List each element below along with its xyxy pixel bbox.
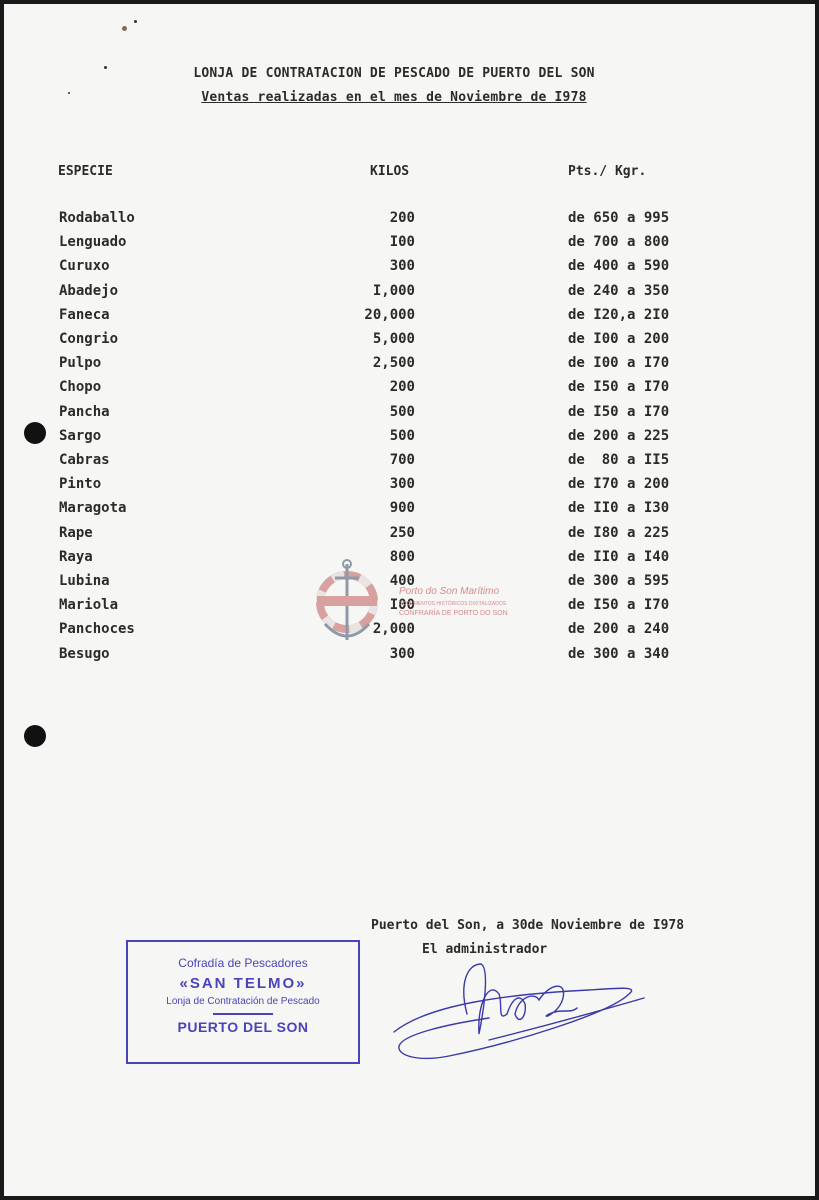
table-row bbox=[4, 646, 815, 670]
species-cell: Curuxo bbox=[59, 258, 110, 275]
kilos-cell: 500 bbox=[389, 427, 415, 444]
table-row bbox=[4, 258, 815, 282]
species-cell: Rodaballo bbox=[59, 210, 135, 226]
table-row bbox=[4, 452, 815, 476]
species-cell: Pancha bbox=[59, 403, 110, 420]
species-cell: Maragota bbox=[59, 500, 127, 517]
document-title: LONJA DE CONTRATACION DE PESCADO DE PUERTO DEL SON bbox=[193, 66, 595, 81]
kilos-cell: 2,000 bbox=[372, 621, 415, 638]
kilos-cell: 400 bbox=[389, 573, 415, 589]
table-row bbox=[4, 234, 815, 258]
price-cell: de 700 a 800 bbox=[568, 234, 670, 251]
kilos-cell: 5,000 bbox=[372, 331, 415, 347]
table-row bbox=[4, 428, 815, 452]
watermark-line-2: DOCUMENTOS HISTÓRICOS DIXITALIZADOS bbox=[399, 601, 507, 607]
stamp-line-1: Cofradía de Pescadores bbox=[178, 956, 308, 970]
column-header-price: Pts./ Kgr. bbox=[568, 164, 647, 179]
place-and-date: Puerto del Son, a 30de Noviembre de I978 bbox=[371, 918, 685, 933]
document-page bbox=[4, 4, 815, 1196]
price-cell: de 650 a 995 bbox=[568, 210, 670, 226]
kilos-cell: I,000 bbox=[372, 282, 415, 299]
price-cell: de I50 a I70 bbox=[568, 379, 670, 396]
price-cell: de 300 a 340 bbox=[568, 645, 670, 662]
watermark-line-1: Porto do Son Marítimo bbox=[399, 586, 500, 597]
table-row bbox=[4, 331, 815, 355]
handwritten-signature bbox=[389, 944, 649, 1074]
punch-hole bbox=[24, 422, 46, 444]
table-row bbox=[4, 379, 815, 403]
price-cell: de II0 a I40 bbox=[568, 548, 670, 565]
species-cell: Rape bbox=[59, 524, 93, 541]
stamp-divider bbox=[213, 1013, 273, 1015]
table-row bbox=[4, 283, 815, 307]
price-cell: de I00 a I70 bbox=[568, 355, 670, 372]
species-cell: Congrio bbox=[59, 331, 119, 347]
column-header-species: ESPECIE bbox=[58, 164, 113, 179]
species-cell: Lubina bbox=[59, 573, 110, 589]
kilos-cell: 800 bbox=[389, 548, 415, 565]
species-cell: Panchoces bbox=[59, 621, 135, 638]
price-cell: de 80 a II5 bbox=[568, 452, 670, 468]
species-cell: Pulpo bbox=[59, 355, 102, 372]
price-cell: de I50 a I70 bbox=[568, 597, 670, 614]
stamp-line-4: PUERTO DEL SON bbox=[177, 1019, 309, 1035]
kilos-cell: 2,500 bbox=[372, 355, 415, 372]
document-subtitle: Ventas realizadas en el mes de Noviembre de I978 bbox=[201, 90, 587, 105]
kilos-cell: 300 bbox=[389, 258, 415, 275]
price-cell: de 200 a 225 bbox=[568, 427, 670, 444]
kilos-cell: 20,000 bbox=[364, 306, 415, 323]
species-cell: Cabras bbox=[59, 452, 110, 468]
kilos-cell: 700 bbox=[389, 452, 415, 468]
species-cell: Besugo bbox=[59, 645, 110, 662]
paper-speck bbox=[122, 26, 127, 31]
price-cell: de I00 a 200 bbox=[568, 331, 670, 347]
table-row bbox=[4, 307, 815, 331]
paper-speck bbox=[134, 20, 137, 23]
watermark-line-3: CONFRARÍA DE PORTO DO SON bbox=[399, 610, 508, 617]
kilos-cell: 300 bbox=[389, 645, 415, 662]
kilos-cell: 500 bbox=[389, 403, 415, 420]
price-cell: de II0 a I30 bbox=[568, 500, 670, 517]
species-cell: Sargo bbox=[59, 427, 102, 444]
price-cell: de 400 a 590 bbox=[568, 258, 670, 275]
punch-hole bbox=[24, 725, 46, 747]
table-row bbox=[4, 355, 815, 379]
kilos-cell: 900 bbox=[389, 500, 415, 517]
kilos-cell: 250 bbox=[389, 524, 415, 541]
kilos-cell: 300 bbox=[389, 476, 415, 493]
table-row bbox=[4, 210, 815, 234]
table-row bbox=[4, 500, 815, 524]
table-row bbox=[4, 476, 815, 500]
official-stamp bbox=[126, 940, 360, 1064]
species-cell: Faneca bbox=[59, 306, 110, 323]
price-cell: de 240 a 350 bbox=[568, 282, 670, 299]
stamp-line-2: «SAN TELMO» bbox=[179, 975, 307, 992]
price-cell: de I50 a I70 bbox=[568, 403, 670, 420]
anchor-lifebuoy-icon bbox=[311, 556, 391, 648]
price-cell: de 300 a 595 bbox=[568, 573, 670, 589]
stamp-line-3: Lonja de Contratación de Pescado bbox=[166, 996, 320, 1007]
species-cell: Chopo bbox=[59, 379, 102, 396]
kilos-cell: 200 bbox=[389, 210, 415, 226]
table-row bbox=[4, 404, 815, 428]
price-cell: de I80 a 225 bbox=[568, 524, 670, 541]
kilos-cell: 200 bbox=[389, 379, 415, 396]
price-cell: de I20,a 2I0 bbox=[568, 306, 670, 323]
kilos-cell: I00 bbox=[389, 597, 415, 614]
species-cell: Lenguado bbox=[59, 234, 127, 251]
species-cell: Pinto bbox=[59, 476, 102, 493]
species-cell: Abadejo bbox=[59, 282, 119, 299]
archive-watermark bbox=[311, 556, 521, 648]
column-header-kilos: KILOS bbox=[370, 164, 410, 179]
price-cell: de 200 a 240 bbox=[568, 621, 670, 638]
table-row bbox=[4, 525, 815, 549]
species-cell: Mariola bbox=[59, 597, 119, 614]
price-cell: de I70 a 200 bbox=[568, 476, 670, 493]
kilos-cell: I00 bbox=[389, 234, 415, 251]
signer-title: El administrador bbox=[422, 942, 548, 957]
species-cell: Raya bbox=[59, 548, 93, 565]
